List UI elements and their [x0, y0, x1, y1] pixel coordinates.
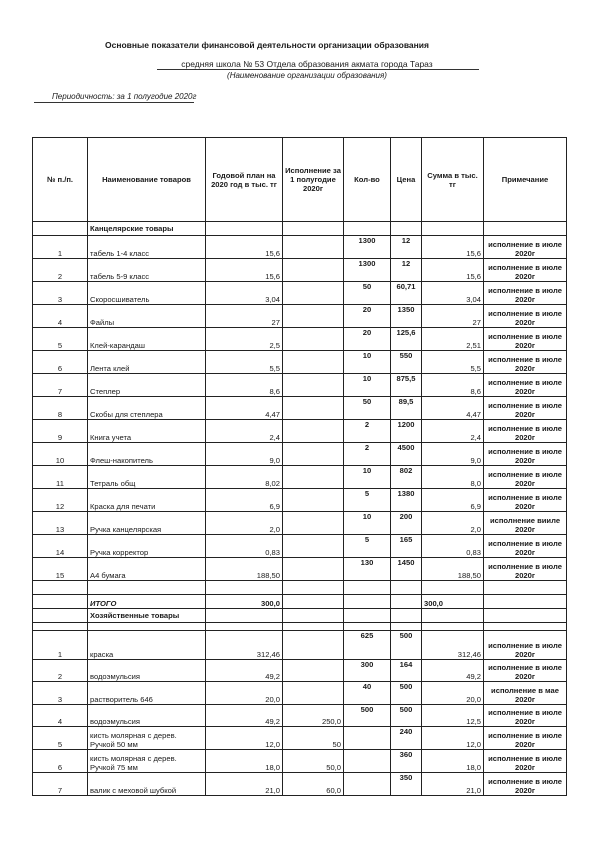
row-number: 1: [33, 236, 88, 259]
sum-value: 2,4: [422, 420, 484, 443]
sum-value: 15,6: [422, 259, 484, 282]
price-value: 1200: [391, 420, 422, 443]
note-value: исполнение в июле 2020г: [484, 558, 567, 581]
row-number: 7: [33, 773, 88, 796]
note-value: исполнение в июле 2020г: [484, 259, 567, 282]
table-header-row: [33, 138, 567, 222]
note-value: исполнение в июле 2020г: [484, 631, 567, 660]
exec-value: [283, 236, 344, 259]
note-value: исполнение в июле 2020г: [484, 660, 567, 682]
sum-value: 3,04: [422, 282, 484, 305]
table-row: [33, 351, 567, 374]
qty-value: 20: [344, 328, 391, 351]
note-value: исполнение в мае 2020г: [484, 682, 567, 705]
sum-value: 8,0: [422, 466, 484, 489]
exec-value: [283, 535, 344, 558]
item-name: А4 бумага: [88, 558, 206, 581]
table-row: [33, 374, 567, 397]
price-value: 500: [391, 631, 422, 660]
item-name: Файлы: [88, 305, 206, 328]
item-name: Лента клей: [88, 351, 206, 374]
sum-value: 8,6: [422, 374, 484, 397]
row-number: 5: [33, 328, 88, 351]
plan-value: 4,47: [206, 397, 283, 420]
item-name: кисть молярная с дерев. Ручкой 50 мм: [88, 727, 206, 750]
item-name: Степлер: [88, 374, 206, 397]
qty-value: 130: [344, 558, 391, 581]
plan-value: 9,0: [206, 443, 283, 466]
plan-value: 8,6: [206, 374, 283, 397]
col-header-sum: Сумма в тыс. тг: [422, 138, 484, 222]
qty-value: 10: [344, 466, 391, 489]
qty-value: 40: [344, 682, 391, 705]
qty-value: 20: [344, 305, 391, 328]
note-value: исполнение в июле 2020г: [484, 727, 567, 750]
sum-value: 2,0: [422, 512, 484, 535]
qty-value: 2: [344, 420, 391, 443]
price-value: 200: [391, 512, 422, 535]
table-row: [33, 397, 567, 420]
note-value: исполнение в июле 2020г: [484, 351, 567, 374]
item-name: валик с меховой шубкой: [88, 773, 206, 796]
qty-value: 1300: [344, 259, 391, 282]
price-value: 360: [391, 750, 422, 773]
sum-value: 0,83: [422, 535, 484, 558]
plan-value: 3,04: [206, 282, 283, 305]
qty-value: 625: [344, 631, 391, 660]
table-row: [33, 259, 567, 282]
table-row: [33, 282, 567, 305]
item-name: табель 5-9 класс: [88, 259, 206, 282]
qty-value: 5: [344, 489, 391, 512]
plan-value: 27: [206, 305, 283, 328]
col-header-num: № п./п.: [33, 138, 88, 222]
sum-value: 15,6: [422, 236, 484, 259]
exec-value: [283, 282, 344, 305]
row-number: 4: [33, 305, 88, 328]
exec-value: [283, 328, 344, 351]
row-number: 14: [33, 535, 88, 558]
table-row: [33, 489, 567, 512]
row-number: 2: [33, 660, 88, 682]
plan-value: 312,46: [206, 631, 283, 660]
row-number: 8: [33, 397, 88, 420]
plan-value: 2,5: [206, 328, 283, 351]
item-name: Флеш-накопитель: [88, 443, 206, 466]
section-title: Канцелярские товары: [88, 222, 206, 236]
price-value: 550: [391, 351, 422, 374]
exec-value: [283, 512, 344, 535]
price-value: 12: [391, 236, 422, 259]
qty-value: [344, 727, 391, 750]
qty-value: [344, 750, 391, 773]
sum-value: 312,46: [422, 631, 484, 660]
table-row: [33, 236, 567, 259]
exec-value: 250,0: [283, 705, 344, 727]
plan-value: 0,83: [206, 535, 283, 558]
price-value: 802: [391, 466, 422, 489]
table-row: [33, 750, 567, 773]
report-table: [32, 137, 567, 796]
organization-caption: (Наименование организации образования): [227, 71, 387, 80]
sum-value: 12,0: [422, 727, 484, 750]
price-value: 125,6: [391, 328, 422, 351]
exec-value: [283, 682, 344, 705]
sum-value: 5,5: [422, 351, 484, 374]
plan-value: 6,9: [206, 489, 283, 512]
table-row: [33, 466, 567, 489]
exec-value: [283, 351, 344, 374]
price-value: 500: [391, 682, 422, 705]
exec-value: 60,0: [283, 773, 344, 796]
sum-value: 6,9: [422, 489, 484, 512]
sum-value: 49,2: [422, 660, 484, 682]
sum-value: 21,0: [422, 773, 484, 796]
note-value: исполнение в июле 2020г: [484, 305, 567, 328]
col-header-qty: Кол-во: [344, 138, 391, 222]
item-name: Книга учета: [88, 420, 206, 443]
item-name: Краска для печати: [88, 489, 206, 512]
organization-name: средняя школа № 53 Отдела образования акмата города Тараз: [181, 59, 433, 69]
col-header-name: Наименование товаров: [88, 138, 206, 222]
note-value: исполнение в июле 2020г: [484, 466, 567, 489]
row-number: 11: [33, 466, 88, 489]
qty-value: 50: [344, 397, 391, 420]
price-value: 89,5: [391, 397, 422, 420]
item-name: кисть молярная с дерев. Ручкой 75 мм: [88, 750, 206, 773]
row-number: 3: [33, 282, 88, 305]
exec-value: [283, 466, 344, 489]
total-sum: 300,0: [422, 595, 484, 609]
plan-value: 15,6: [206, 259, 283, 282]
row-number: 3: [33, 682, 88, 705]
qty-value: 1300: [344, 236, 391, 259]
table-row: [33, 443, 567, 466]
plan-value: 49,2: [206, 660, 283, 682]
price-value: 1450: [391, 558, 422, 581]
plan-value: 15,6: [206, 236, 283, 259]
row-number: 6: [33, 750, 88, 773]
qty-value: 300: [344, 660, 391, 682]
note-value: исполнение в июле 2020г: [484, 489, 567, 512]
sum-value: 188,50: [422, 558, 484, 581]
price-value: 1380: [391, 489, 422, 512]
qty-value: 500: [344, 705, 391, 727]
plan-value: 12,0: [206, 727, 283, 750]
qty-value: 10: [344, 351, 391, 374]
row-number: 6: [33, 351, 88, 374]
sum-value: 4,47: [422, 397, 484, 420]
sum-value: 27: [422, 305, 484, 328]
plan-value: 21,0: [206, 773, 283, 796]
price-value: 4500: [391, 443, 422, 466]
price-value: 164: [391, 660, 422, 682]
exec-value: [283, 374, 344, 397]
qty-value: 50: [344, 282, 391, 305]
row-number: 5: [33, 727, 88, 750]
sum-value: 2,51: [422, 328, 484, 351]
table-row: [33, 631, 567, 660]
col-header-note: Примечание: [484, 138, 567, 222]
note-value: исполнение вииле 2020г: [484, 512, 567, 535]
note-value: исполнение в июле 2020г: [484, 397, 567, 420]
period-label: Периодичность: за 1 полугодие 2020г: [52, 92, 197, 101]
note-value: исполнение в июле 2020г: [484, 328, 567, 351]
exec-value: [283, 558, 344, 581]
note-value: исполнение в июле 2020г: [484, 535, 567, 558]
note-value: исполнение в июле 2020г: [484, 750, 567, 773]
row-number: 9: [33, 420, 88, 443]
qty-value: 2: [344, 443, 391, 466]
item-name: Тетраль общ: [88, 466, 206, 489]
note-value: исполнение в июле 2020г: [484, 705, 567, 727]
item-name: растворитель 646: [88, 682, 206, 705]
item-name: Скоросшиватель: [88, 282, 206, 305]
qty-value: 5: [344, 535, 391, 558]
sum-value: 20,0: [422, 682, 484, 705]
section-row: [33, 609, 567, 623]
period-underline: [34, 102, 194, 103]
price-value: 875,5: [391, 374, 422, 397]
exec-value: [283, 631, 344, 660]
exec-value: [283, 259, 344, 282]
note-value: исполнение в июле 2020г: [484, 443, 567, 466]
table-row: [33, 705, 567, 727]
item-name: водоэмульсия: [88, 705, 206, 727]
item-name: краска: [88, 631, 206, 660]
plan-value: 49,2: [206, 705, 283, 727]
item-name: Скобы для степлера: [88, 397, 206, 420]
price-value: 12: [391, 259, 422, 282]
item-name: табель 1-4 класс: [88, 236, 206, 259]
row-number: 4: [33, 705, 88, 727]
note-value: исполнение в июле 2020г: [484, 236, 567, 259]
note-value: исполнение в июле 2020г: [484, 282, 567, 305]
row-number: 1: [33, 631, 88, 660]
price-value: 165: [391, 535, 422, 558]
table-row: [33, 682, 567, 705]
exec-value: [283, 397, 344, 420]
total-label: ИТОГО: [88, 595, 206, 609]
empty-row: [33, 581, 567, 595]
price-value: 1350: [391, 305, 422, 328]
note-value: исполнение в июле 2020г: [484, 374, 567, 397]
exec-value: [283, 305, 344, 328]
sum-value: 12,5: [422, 705, 484, 727]
total-plan: 300,0: [206, 595, 283, 609]
row-number: 7: [33, 374, 88, 397]
qty-value: 10: [344, 374, 391, 397]
col-header-plan: Годовой план на 2020 год в тыс. тг: [206, 138, 283, 222]
row-number: 15: [33, 558, 88, 581]
plan-value: 2,0: [206, 512, 283, 535]
section-row: [33, 222, 567, 236]
exec-value: [283, 443, 344, 466]
plan-value: 5,5: [206, 351, 283, 374]
item-name: Клей-карандаш: [88, 328, 206, 351]
exec-value: [283, 660, 344, 682]
table-row: [33, 558, 567, 581]
note-value: исполнение в июле 2020г: [484, 420, 567, 443]
plan-value: 20,0: [206, 682, 283, 705]
item-name: Ручка канцелярская: [88, 512, 206, 535]
section-title: Хозяйственные товары: [88, 609, 206, 623]
table-row: [33, 727, 567, 750]
price-value: 500: [391, 705, 422, 727]
qty-value: 10: [344, 512, 391, 535]
plan-value: 2,4: [206, 420, 283, 443]
row-number: 13: [33, 512, 88, 535]
table-row: [33, 328, 567, 351]
exec-value: 50,0: [283, 750, 344, 773]
exec-value: 50: [283, 727, 344, 750]
row-number: 10: [33, 443, 88, 466]
price-value: 60,71: [391, 282, 422, 305]
organization-underline: [157, 69, 479, 70]
col-header-price: Цена: [391, 138, 422, 222]
total-row: [33, 595, 567, 609]
exec-value: [283, 489, 344, 512]
empty-row: [33, 623, 567, 631]
row-number: 2: [33, 259, 88, 282]
price-value: 240: [391, 727, 422, 750]
item-name: водоэмульсия: [88, 660, 206, 682]
table-row: [33, 305, 567, 328]
plan-value: 18,0: [206, 750, 283, 773]
col-header-exec: Исполнение за 1 полугодие 2020г: [283, 138, 344, 222]
table-row: [33, 773, 567, 796]
table-row: [33, 420, 567, 443]
item-name: Ручка корректор: [88, 535, 206, 558]
table-row: [33, 535, 567, 558]
plan-value: 8,02: [206, 466, 283, 489]
sum-value: 9,0: [422, 443, 484, 466]
note-value: исполнение в июле 2020г: [484, 773, 567, 796]
table-row: [33, 512, 567, 535]
qty-value: [344, 773, 391, 796]
sum-value: 18,0: [422, 750, 484, 773]
exec-value: [283, 420, 344, 443]
table-row: [33, 660, 567, 682]
price-value: 350: [391, 773, 422, 796]
row-number: 12: [33, 489, 88, 512]
plan-value: 188,50: [206, 558, 283, 581]
document-title: Основные показатели финансовой деятельности организации образования: [105, 40, 429, 50]
